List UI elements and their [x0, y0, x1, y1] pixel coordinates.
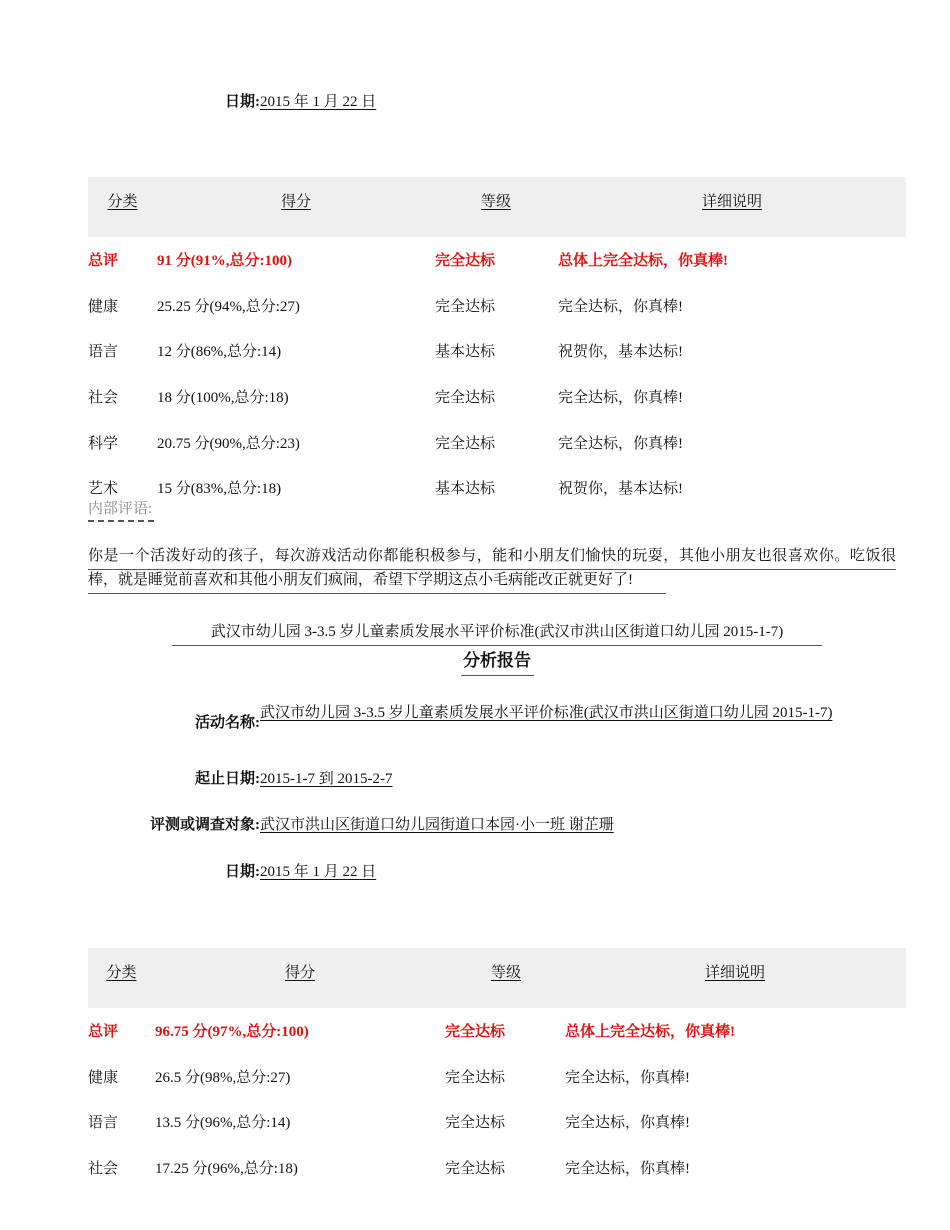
activity-name-label: 活动名称:: [195, 715, 260, 731]
table-row: [88, 419, 906, 465]
row-grade: 完全达标: [445, 1069, 506, 1086]
table-row: [88, 1054, 906, 1100]
comment-underline: [88, 593, 666, 594]
row-grade: 基本达标: [435, 481, 496, 498]
activity-name-value: 武汉市幼儿园 3-3.5 岁儿童素质发展水平评价标准(武汉市洪山区街道口幼儿园 2015-1-7): [260, 705, 833, 721]
row-score: 96.75 分(97%,总分:100): [155, 1024, 309, 1041]
comment-underline: [88, 569, 896, 570]
header-grade: 等级: [435, 177, 558, 237]
date-label: 日期:: [225, 864, 260, 880]
row-category: 社会: [88, 390, 119, 407]
row-category: 健康: [88, 298, 119, 315]
row-score: 91 分(91%,总分:100): [157, 253, 292, 270]
internal-remark-label: 内部评语:: [88, 501, 153, 517]
period-value: 2015-1-7 到 2015-2-7: [260, 771, 393, 787]
header-detail: 详细说明: [565, 948, 906, 1008]
table-row-total: [88, 1008, 906, 1054]
row-score: 20.75 分(90%,总分:23): [157, 435, 300, 452]
row-category: 语言: [88, 1115, 119, 1132]
row-grade: 完全达标: [445, 1024, 506, 1041]
row-grade: 完全达标: [435, 435, 496, 452]
row-detail: 完全达标，你真棒!: [558, 435, 683, 452]
table-row: [88, 283, 906, 329]
header-grade: 等级: [445, 948, 565, 1008]
row-score: 12 分(86%,总分:14): [157, 344, 282, 361]
header-score: 得分: [155, 948, 445, 1008]
row-grade: 完全达标: [445, 1161, 506, 1178]
table-row: [88, 1145, 906, 1191]
subtitle-underline: [461, 675, 534, 676]
report-subtitle: 分析报告: [463, 651, 531, 670]
period-label: 起止日期:: [195, 771, 260, 787]
table-row: [88, 374, 906, 420]
teacher-comment: 你是一个活泼好动的孩子，每次游戏活动你都能积极参与，能和小朋友们愉快的玩耍，其他小朋友也很喜欢你。吃饭很棒，就是睡觉前喜欢和其他小朋友们疯闹，希望下学期这点小毛病能改正就更好了!: [88, 548, 896, 588]
header-score: 得分: [157, 177, 435, 237]
row-detail: 完全达标，你真棒!: [565, 1069, 690, 1086]
row-score: 15 分(83%,总分:18): [157, 481, 282, 498]
date-label: 日期:: [225, 94, 260, 110]
row-score: 17.25 分(96%,总分:18): [155, 1161, 298, 1178]
row-detail: 完全达标，你真棒!: [558, 390, 683, 407]
row-score: 26.5 分(98%,总分:27): [155, 1069, 291, 1086]
row-detail: 完全达标，你真棒!: [558, 298, 683, 315]
row-grade: 完全达标: [435, 298, 496, 315]
row-category: 语言: [88, 344, 119, 361]
row-detail: 祝贺你，基本达标!: [558, 481, 683, 498]
report-title: 武汉市幼儿园 3-3.5 岁儿童素质发展水平评价标准(武汉市洪山区街道口幼儿园 2015-1-7): [210, 624, 784, 640]
table-header-row: [88, 948, 906, 1008]
date-value: 2015 年 1 月 22 日: [260, 94, 377, 110]
row-category: 社会: [88, 1161, 119, 1178]
row-grade: 完全达标: [445, 1115, 506, 1132]
table-row: [88, 328, 906, 374]
header-category: 分类: [88, 948, 155, 1008]
table-row: [88, 465, 906, 511]
remark-divider: [88, 520, 154, 522]
row-category: 科学: [88, 435, 119, 452]
subject-value: 武汉市洪山区街道口幼儿园街道口本园·小一班 谢芷珊: [260, 817, 614, 833]
subject-label: 评测或调查对象:: [150, 817, 260, 833]
row-category: 艺术: [88, 481, 119, 498]
row-score: 13.5 分(96%,总分:14): [155, 1115, 291, 1132]
row-detail: 总体上完全达标，你真棒!: [565, 1024, 735, 1041]
row-category: 健康: [88, 1069, 119, 1086]
table-row-total: [88, 237, 906, 283]
row-category: 总评: [88, 253, 119, 270]
row-score: 25.25 分(94%,总分:27): [157, 298, 300, 315]
report2-score-table: [88, 948, 906, 1190]
row-score: 18 分(100%,总分:18): [157, 390, 289, 407]
header-category: 分类: [88, 177, 157, 237]
row-detail: 总体上完全达标，你真棒!: [558, 253, 728, 270]
row-grade: 基本达标: [435, 344, 496, 361]
report1-score-table: [88, 177, 906, 511]
row-detail: 完全达标，你真棒!: [565, 1161, 690, 1178]
title-underline: [172, 645, 822, 646]
row-detail: 祝贺你，基本达标!: [558, 344, 683, 361]
row-detail: 完全达标，你真棒!: [565, 1115, 690, 1132]
row-category: 总评: [88, 1024, 119, 1041]
header-detail: 详细说明: [558, 177, 906, 237]
row-grade: 完全达标: [435, 390, 496, 407]
row-grade: 完全达标: [435, 253, 496, 270]
table-header-row: [88, 177, 906, 237]
table-row: [88, 1099, 906, 1145]
date-value: 2015 年 1 月 22 日: [260, 864, 377, 880]
